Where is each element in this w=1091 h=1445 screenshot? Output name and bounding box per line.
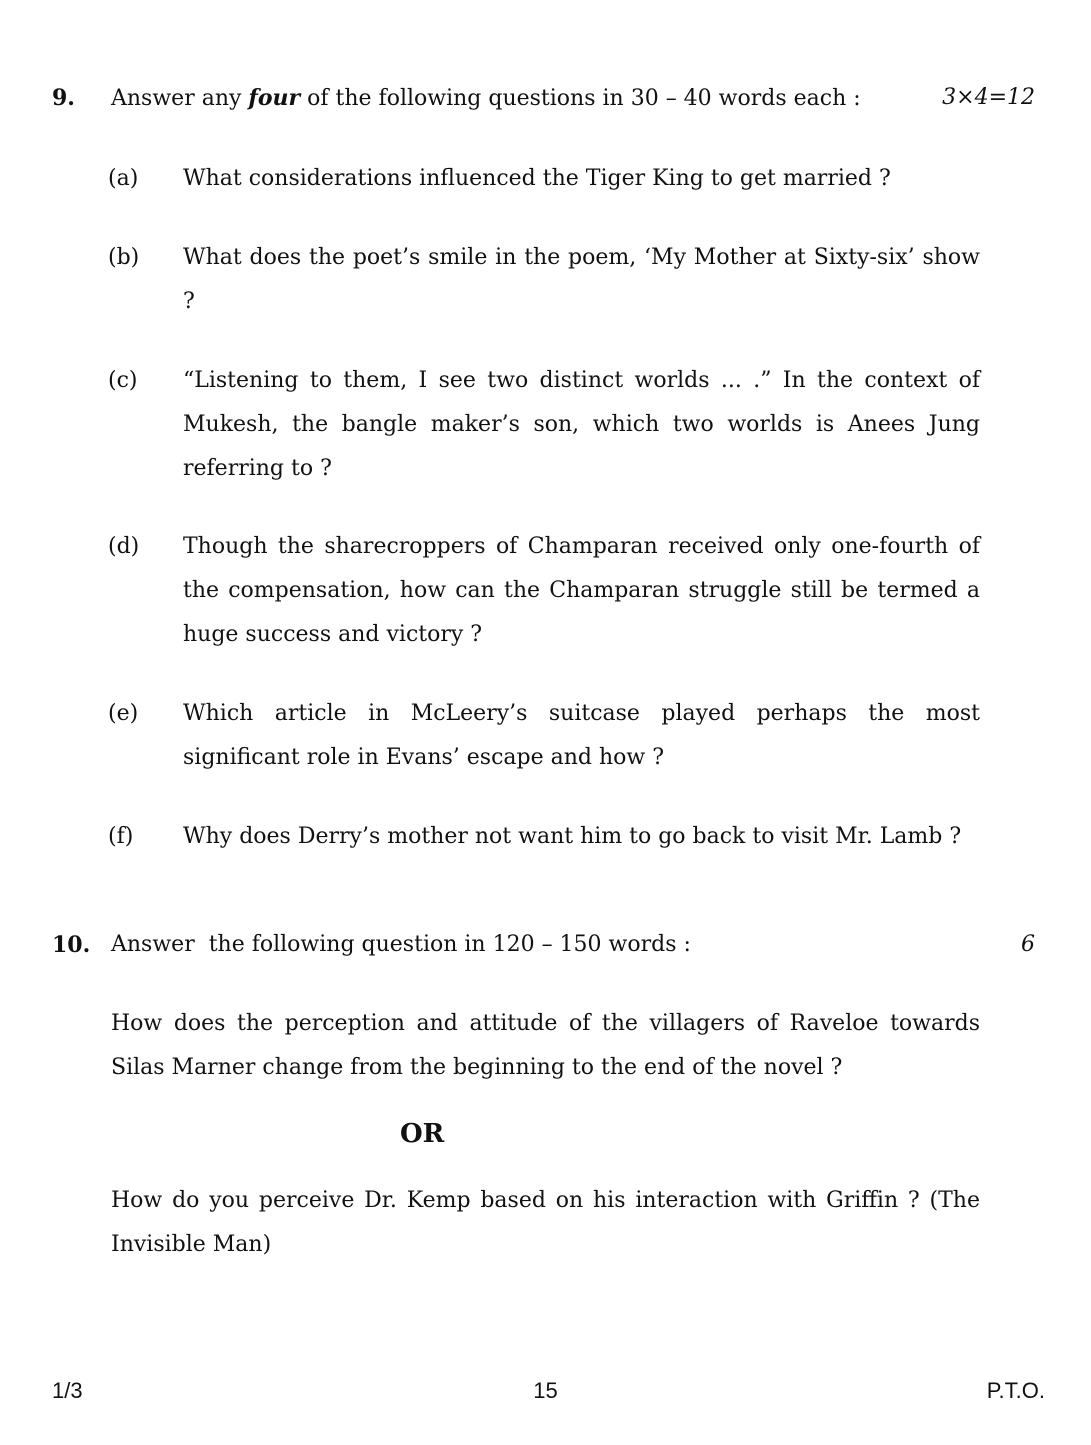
- question-instruction: Answer the following question in 120 – 150 words :: [111, 932, 691, 957]
- question-10-option-2: How do you perceive Dr. Kemp based on his interaction with Griffin ? (The Invisible Man): [111, 1188, 980, 1257]
- sub-question-text: Which article in McLeery’s suitcase played perhaps the most significant role in Evans’ escape and how ?: [183, 701, 980, 770]
- instruction-text-end: of the following questions in 30 – 40 words each :: [300, 86, 861, 111]
- sub-question-text: What considerations influenced the Tiger King to get married ?: [183, 166, 891, 191]
- question-number: 10.: [52, 932, 91, 958]
- question-number: 9.: [52, 85, 75, 111]
- or-divider: OR: [400, 1119, 445, 1149]
- question-10-option-1: How does the perception and attitude of the villagers of Raveloe towards Silas Marner change from the beginning to the end of the novel ?: [111, 1011, 980, 1080]
- sub-question-label: (e): [108, 701, 139, 726]
- sub-question-label: (d): [108, 534, 140, 559]
- sub-question-text: “Listening to them, I see two distinct worlds ... .” In the context of Mukesh, the bangle maker’s son, which two worlds is Anees Jung referring to ?: [183, 368, 980, 481]
- sub-question-text: Why does Derry’s mother not want him to go back to visit Mr. Lamb ?: [183, 824, 962, 849]
- question-marks: 3×4=12: [942, 85, 1035, 110]
- sub-question-label: (b): [108, 245, 140, 270]
- question-instruction: [111, 76, 861, 121]
- sub-question-text: What does the poet’s smile in the poem, ‘My Mother at Sixty-six’ show ?: [183, 245, 980, 314]
- footer-page-number: 15: [533, 1378, 558, 1403]
- question-marks: 6: [1021, 932, 1035, 957]
- instruction-text-start: Answer any: [111, 86, 249, 111]
- sub-question-text: Though the sharecroppers of Champaran received only one-fourth of the compensation, how can the Champaran struggle still be termed a huge success and victory ?: [183, 534, 980, 647]
- sub-question-label: (f): [108, 824, 134, 849]
- sub-question-label: (a): [108, 166, 139, 191]
- footer-pto: P.T.O.: [986, 1378, 1045, 1403]
- footer-code: 1/3: [52, 1378, 83, 1403]
- instruction-emphasis: four: [248, 85, 301, 111]
- sub-question-label: (c): [108, 368, 138, 393]
